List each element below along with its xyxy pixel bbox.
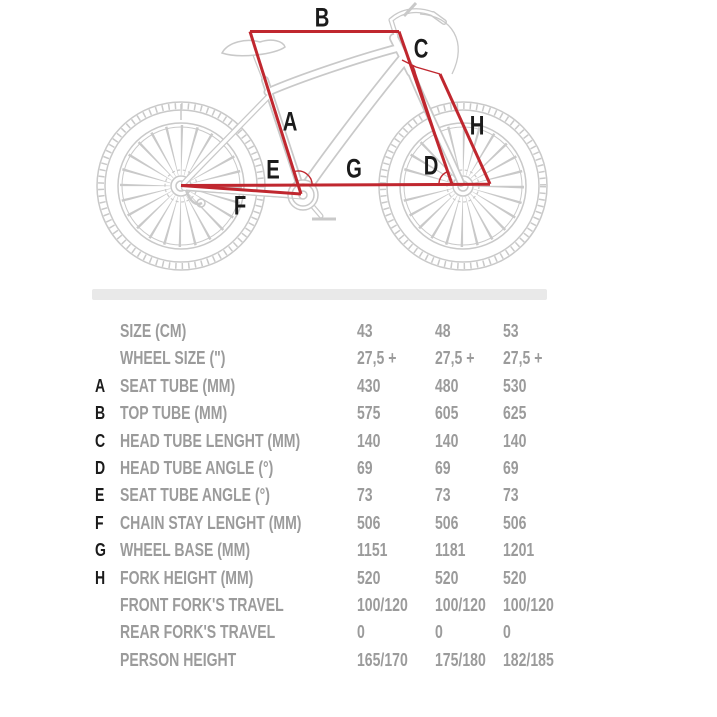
row-value-size-53: 73 [503,485,519,506]
row-value-size-48: 506 [435,512,459,533]
table-row [0,592,717,619]
row-label: FORK HEIGHT (MM) [120,567,254,588]
row-value-size-43: 0 [357,622,365,643]
row-value-size-48: 0 [435,622,443,643]
seat-tube-line-A [250,32,301,195]
row-value-size-48: 69 [435,457,451,478]
table-row [0,482,717,509]
diagram-label-H: H [469,110,485,141]
row-letter: G [95,540,106,561]
geometry-table [0,318,717,674]
wheel-base-line-G [181,184,490,185]
row-value-size-53: 182/185 [503,649,554,670]
row-label: FRONT FORK'S TRAVEL [120,594,284,615]
row-value-size-43: 575 [357,403,381,424]
row-label: HEAD TUBE ANGLE (°) [120,457,274,478]
row-value-size-53: 69 [503,457,519,478]
table-row [0,510,717,537]
table-row [0,565,717,592]
row-value-size-53: 520 [503,567,527,588]
row-label: SIZE (CM) [120,321,187,341]
table-row [0,619,717,646]
row-label: CHAIN STAY LENGHT (MM) [120,512,302,533]
row-value-size-48: 73 [435,485,451,506]
row-value-size-48: 605 [435,403,459,424]
row-letter: E [95,485,105,506]
row-letter: D [95,457,106,478]
table-row [0,318,717,345]
diagram-label-C: C [413,33,429,64]
row-value-size-53: 100/120 [503,594,554,615]
row-value-size-48: 1181 [435,540,466,561]
row-label: SEAT TUBE (MM) [120,375,236,396]
row-value-size-43: 1151 [357,540,388,561]
diagram-label-F: F [233,190,247,221]
row-value-size-48: 27,5 + [435,348,475,369]
row-letter: A [95,375,106,396]
row-label: SEAT TUBE ANGLE (°) [120,485,270,506]
table-row [0,373,717,400]
row-label: WHEEL BASE (MM) [120,540,251,561]
row-value-size-53: 625 [503,403,527,424]
row-value-size-43: 43 [357,321,373,341]
row-value-size-43: 506 [357,512,381,533]
table-row [0,455,717,482]
diagram-label-A: A [282,106,298,137]
row-value-size-43: 27,5 + [357,348,397,369]
table-row [0,345,717,372]
cables-and-details [186,3,458,207]
row-value-size-48: 520 [435,567,459,588]
row-letter: B [95,403,106,424]
row-value-size-43: 69 [357,457,373,478]
row-letter: H [95,567,106,588]
row-value-size-53: 140 [503,430,527,451]
table-row [0,537,717,564]
section-divider [92,289,547,300]
row-value-size-53: 1201 [503,540,535,561]
row-value-size-48: 100/120 [435,594,486,615]
row-label: WHEEL SIZE (") [120,348,226,369]
row-value-size-43: 73 [357,485,373,506]
diagram-label-D: D [423,150,439,181]
row-label: PERSON HEIGHT [120,649,237,670]
table-row [0,428,717,455]
row-label: REAR FORK'S TRAVEL [120,622,276,643]
bike-geometry-diagram [0,0,717,290]
table-row [0,647,717,674]
row-letter: C [95,430,106,451]
diagram-label-G: G [346,153,362,184]
row-label: HEAD TUBE LENGHT (MM) [120,430,301,451]
row-value-size-43: 520 [357,567,381,588]
row-value-size-48: 48 [435,321,451,341]
row-value-size-53: 506 [503,512,527,533]
row-value-size-48: 480 [435,375,459,396]
diagram-label-E: E [266,154,280,185]
row-value-size-48: 140 [435,430,459,451]
row-label: TOP TUBE (MM) [120,403,228,424]
row-value-size-48: 175/180 [435,649,486,670]
row-value-size-43: 100/120 [357,594,408,615]
row-value-size-53: 27,5 + [503,348,543,369]
row-letter: F [95,512,104,533]
diagram-label-B: B [314,2,330,33]
row-value-size-43: 140 [357,430,381,451]
table-row [0,400,717,427]
row-value-size-43: 430 [357,375,381,396]
head-tube-angle-arc-D [439,172,448,185]
row-value-size-43: 165/170 [357,649,408,670]
row-value-size-53: 530 [503,375,527,396]
row-value-size-53: 53 [503,321,519,341]
row-value-size-53: 0 [503,622,511,643]
